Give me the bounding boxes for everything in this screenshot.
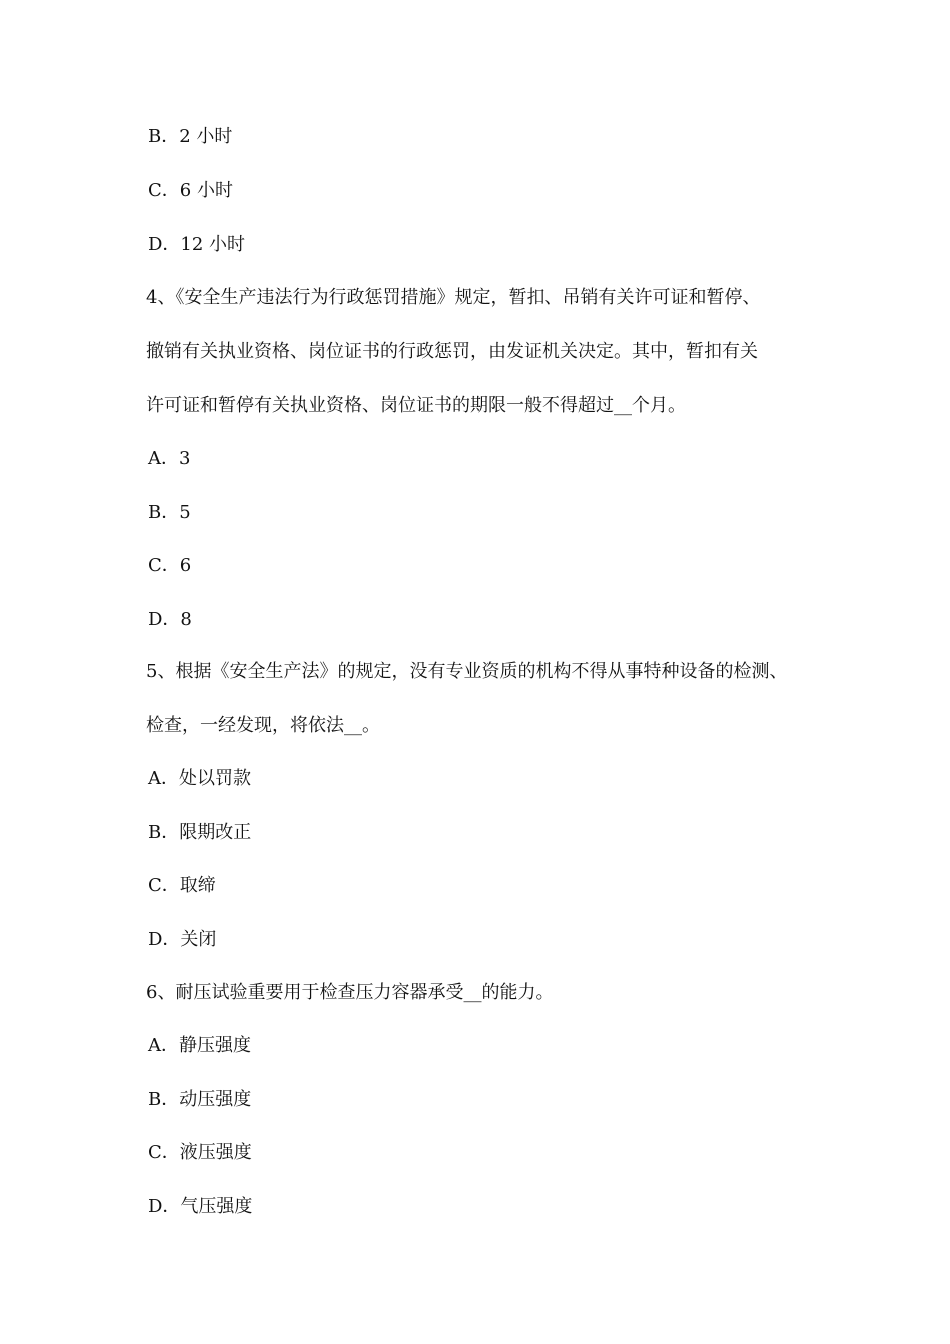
q6-option-a: A．静压强度 xyxy=(148,1035,251,1056)
q6-option-d: D．气压强度 xyxy=(148,1196,253,1217)
q5-option-a: A．处以罚款 xyxy=(148,768,251,789)
q4-option-a: A．3 xyxy=(148,448,191,469)
q4-option-b: B．5 xyxy=(148,502,191,523)
q5-option-b: B．限期改正 xyxy=(148,822,252,843)
q4-text-line-2: 撤销有关执业资格、岗位证书的行政惩罚，由发证机关决定。其中，暂扣有关 xyxy=(146,341,758,362)
q4-text-line-1: 4、《安全生产违法行为行政惩罚措施》规定，暂扣、吊销有关许可证和暂停、 xyxy=(146,287,761,308)
q5-text-line-1: 5、根据《安全生产法》的规定，没有专业资质的机构不得从事特种设备的检测、 xyxy=(146,661,788,682)
q4-option-d: D．8 xyxy=(148,609,192,630)
q5-text-line-2: 检查，一经发现，将依法__。 xyxy=(146,715,380,736)
q4-option-c: C．6 xyxy=(148,555,192,576)
q4-text-line-3: 许可证和暂停有关执业资格、岗位证书的期限一般不得超过__个月。 xyxy=(146,395,686,416)
q6-option-c: C．液压强度 xyxy=(148,1142,252,1163)
q5-option-d: D．关闭 xyxy=(148,929,217,950)
q3-option-d: D．12 小时 xyxy=(148,234,246,255)
q6-option-b: B．动压强度 xyxy=(148,1089,252,1110)
q3-option-b: B．2 小时 xyxy=(148,126,233,147)
q6-text-line-1: 6、耐压试验重要用于检查压力容器承受__的能力。 xyxy=(146,982,554,1003)
q3-option-c: C．6 小时 xyxy=(148,180,233,201)
q5-option-c: C．取缔 xyxy=(148,875,216,896)
